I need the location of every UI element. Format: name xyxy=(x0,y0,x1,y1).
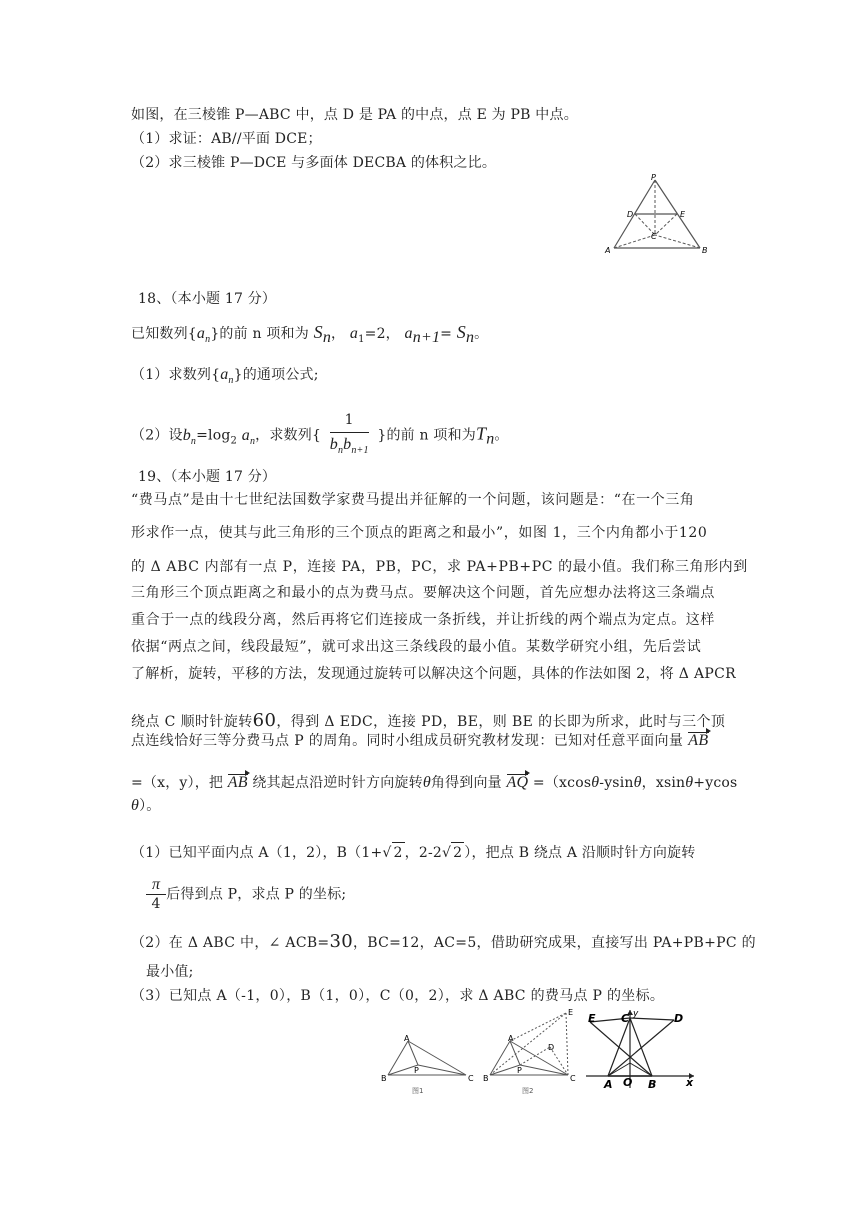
q18-part1: （1）求数列$\{a_n\}$的通项公式; xyxy=(131,366,319,387)
q19-line11: θ）。 xyxy=(131,797,161,814)
svg-text:C: C xyxy=(468,1074,474,1083)
svg-text:x: x xyxy=(686,1076,694,1089)
svg-text:D: D xyxy=(674,1012,684,1025)
label-C: C xyxy=(651,232,657,241)
q19-line1: “费马点”是由十七世纪法国数学家费马提出并征解的一个问题，该问题是：“在一个三角 xyxy=(131,492,695,508)
svg-text:C: C xyxy=(621,1012,630,1025)
label-P: P xyxy=(651,173,656,182)
label-A: A xyxy=(605,246,611,255)
fig1-caption: 图1 xyxy=(412,1087,424,1095)
svg-text:A: A xyxy=(604,1078,613,1090)
q19-part2: （2）在 Δ ABC 中，∠ ACB=30，BC=12，AC=5，借助研究成果，直接写出 PA+PB+PC 的 xyxy=(131,931,756,952)
q18-line1: 已知数列$\{a_n\}$的前 n 项和为 $S_n$， $a_1=2$， $a_{n+1}= S_n$。 xyxy=(131,322,489,346)
q19-line9: 点连线恰好三等分费马点 P 的周角。同时小组成员研究教材发现：已知对任意平面向量 AB xyxy=(131,732,709,749)
svg-text:A: A xyxy=(404,1034,410,1043)
svg-text:C: C xyxy=(570,1074,576,1083)
q19-part1: （1）已知平面内点 A（1，2），B（1+√ 2 ，2-2√ 2 ），把点 B 绕点 A 沿顺时针方向旋转 xyxy=(131,842,695,863)
q19-line4: 三角形三个顶点距离之和最小的点为费马点。要解决这个问题，首先应想办法将这三条端点 xyxy=(131,585,715,601)
fraction-pi-over-4: $\frac{\pi}{4}$ xyxy=(146,876,166,913)
figure-2 xyxy=(480,1007,580,1095)
q19-header: 19、（本小题 17 分） xyxy=(138,469,277,485)
q18-part2: （2）设$b_n=\log_2$ $a_n$，求数列{ $\frac{1}{b_nb_{n+1}}$ }的前 n 项和为$T_n$。 xyxy=(131,408,509,463)
fig2-caption: 图2 xyxy=(522,1087,534,1095)
q19-line8: 绕点 C 顺时针旋转60，得到 Δ EDC，连接 PD，BE，则 BE 的长即为所求，此时与三个顶 xyxy=(131,710,726,731)
svg-text:B: B xyxy=(483,1074,489,1083)
figure-3-coordinate xyxy=(582,1008,702,1090)
svg-text:P: P xyxy=(414,1066,419,1075)
q19-line2: 形求作一点，使其与此三角形的三个顶点的距离之和最小”，如图 1，三个内角都小于120 xyxy=(131,525,708,541)
q19-line6: 依据“两点之间，线段最短”，就可求出这三条线段的最小值。某数学研究小组，先后尝试 xyxy=(131,639,702,655)
svg-text:P: P xyxy=(517,1066,522,1075)
q19-line5: 重合于一点的线段分离，然后再将它们连接成一条折线，并让折线的两个端点为定点。这样 xyxy=(131,612,715,628)
svg-text:y: y xyxy=(633,1009,639,1019)
label-E: E xyxy=(680,210,686,219)
q19-part2-cont: 最小值; xyxy=(146,964,194,980)
vector-AQ: AQ xyxy=(506,774,529,791)
svg-text:E: E xyxy=(568,1008,574,1017)
svg-text:E: E xyxy=(588,1012,596,1025)
figure-1 xyxy=(378,1033,478,1095)
svg-text:D: D xyxy=(548,1043,555,1052)
vector-AB-2: AB xyxy=(227,774,248,791)
svg-text:A: A xyxy=(508,1034,514,1043)
vector-AB: AB xyxy=(688,732,709,749)
q19-part3: （3）已知点 A（-1，0），B（1，0），C（0，2），求 Δ ABC 的费马点 P 的坐标。 xyxy=(131,988,665,1004)
q19-line3: 的 Δ ABC 内部有一点 P，连接 PA，PB，PC，求 PA+PB+PC 的最小值。我们称三角形内到 xyxy=(131,559,748,575)
q18-header: 18、（本小题 17 分） xyxy=(138,291,277,307)
label-D: D xyxy=(627,210,634,219)
q17-intro: 如图，在三棱锥 P—ABC 中，点 D 是 PA 的中点，点 E 为 PB 中点。 xyxy=(131,107,578,123)
label-B: B xyxy=(702,246,708,255)
q19-line10: =（x，y），把 AB 绕其起点沿逆时针方向旋转θ角得到向量 AQ =（xcosθ-ysinθ，xsinθ+ycos xyxy=(131,774,738,791)
svg-text:B: B xyxy=(381,1074,387,1083)
q19-part1-cont: $\frac{\pi}{4}$ 后得到点 P，求点 P 的坐标; xyxy=(146,876,346,913)
fraction-1-over-bn-bn1: $\frac{1}{b_nb_{n+1}}$ xyxy=(330,408,369,463)
q17-part2: （2）求三棱锥 P—DCE 与多面体 DECBA 的体积之比。 xyxy=(131,155,497,171)
q19-line7: 了解析，旋转，平移的方法，发现通过旋转可以解决这个问题，具体的作法如图 2，将 Δ APCR xyxy=(131,666,736,682)
pyramid-figure xyxy=(600,172,720,260)
svg-text:B: B xyxy=(648,1078,657,1090)
q17-part1: （1）求证：AB//平面 DCE； xyxy=(131,131,322,147)
svg-text:O: O xyxy=(623,1076,633,1089)
